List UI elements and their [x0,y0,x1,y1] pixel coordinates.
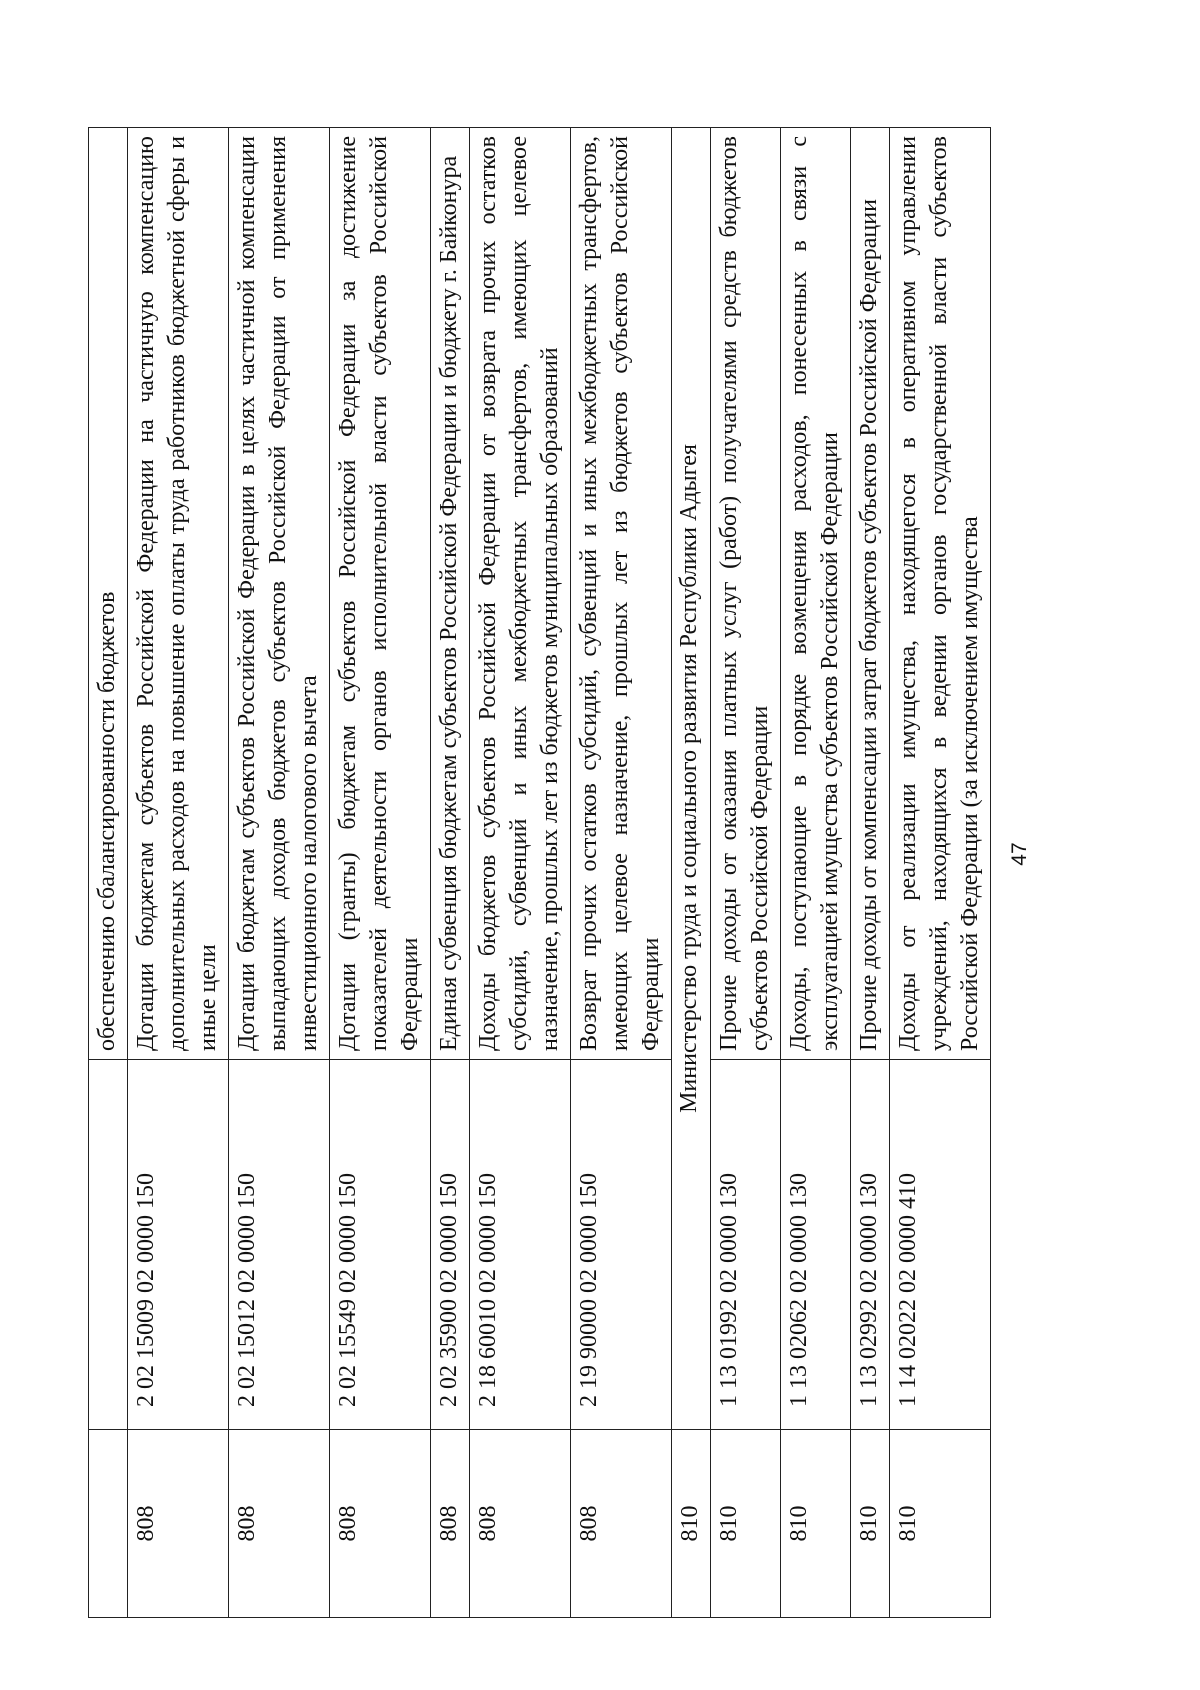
table-row [431,128,470,1618]
table-row [470,128,571,1618]
description-cell: обеспечению сбалансированности бюджетов [89,128,128,1060]
description-cell: Единая субвенция бюджетам субъектов Российской Федерации и бюджету г. Байконура [431,128,470,1060]
kbk-code-cell: 2 02 15549 02 0000 150 [330,1060,431,1430]
admin-code-cell: 810 [781,1430,851,1618]
table-row [89,128,128,1618]
section-title: Министерство труда и социального развития Республики Адыгея [672,128,711,1430]
admin-code-cell: 810 [672,1430,711,1618]
kbk-code-cell: 2 18 60010 02 0000 150 [470,1060,571,1430]
kbk-code-cell: 1 13 02062 02 0000 130 [781,1060,851,1430]
kbk-code-cell: 2 02 35900 02 0000 150 [431,1060,470,1430]
table-row [229,128,330,1618]
description-cell: Дотации бюджетам субъектов Российской Федерации на частичную компенсацию дополнительных расходов на повышение оплаты труда работников бюджетной сферы и иные цели [128,128,229,1060]
admin-code-cell: 808 [470,1430,571,1618]
kbk-code-cell: 2 02 15009 02 0000 150 [128,1060,229,1430]
kbk-code-cell: 1 14 02022 02 0000 410 [890,1060,991,1430]
admin-code-cell: 808 [330,1430,431,1618]
admin-code-cell [89,1430,128,1618]
page-number: 47 [1008,842,1031,866]
description-cell: Доходы от реализации имущества, находящегося в оперативном управлении учреждений, находящихся в ведении органов государственной власти субъектов Российской Федерации (за исключением имущества [890,128,991,1060]
table-row [128,128,229,1618]
admin-code-cell: 810 [851,1430,890,1618]
rotated-page-content [88,128,1078,1618]
admin-code-cell: 808 [128,1430,229,1618]
admin-code-cell: 808 [431,1430,470,1618]
kbk-code-cell: 1 13 01992 02 0000 130 [711,1060,781,1430]
description-cell: Дотации (гранты) бюджетам субъектов Российской Федерации за достижение показателей деятельности органов исполнительной власти субъектов Российской Федерации [330,128,431,1060]
table-row [781,128,851,1618]
admin-code-cell: 808 [571,1430,672,1618]
description-cell: Дотации бюджетам субъектов Российской Федерации в целях частичной компенсации выпадающих доходов бюджетов субъектов Российской Федерации от применения инвестиционного налогового вычета [229,128,330,1060]
admin-code-cell: 808 [229,1430,330,1618]
description-cell: Доходы бюджетов субъектов Российской Федерации от возврата прочих остатков субсидий, субвенций и иных межбюджетных трансфертов, имеющих целевое назначение, прошлых лет из бюджетов муниципальных образований [470,128,571,1060]
admin-code-cell: 810 [711,1430,781,1618]
table-row [851,128,890,1618]
kbk-code-cell: 2 02 15012 02 0000 150 [229,1060,330,1430]
admin-code-cell: 810 [890,1430,991,1618]
description-cell: Доходы, поступающие в порядке возмещения расходов, понесенных в связи с эксплуатацией имущества субъектов Российской Федерации [781,128,851,1060]
description-cell: Прочие доходы от компенсации затрат бюджетов субъектов Российской Федерации [851,128,890,1060]
description-cell: Возврат прочих остатков субсидий, субвенций и иных межбюджетных трансфертов, имеющих целевое назначение, прошлых лет из бюджетов субъектов Российской Федерации [571,128,672,1060]
table-row [711,128,781,1618]
revenue-codes-table [88,127,991,1618]
description-cell: Прочие доходы от оказания платных услуг (работ) получателями средств бюджетов субъектов Российской Федерации [711,128,781,1060]
section-header-row [672,128,711,1618]
kbk-code-cell: 1 13 02992 02 0000 130 [851,1060,890,1430]
kbk-code-cell: 2 19 90000 02 0000 150 [571,1060,672,1430]
table-row [330,128,431,1618]
table-row [890,128,991,1618]
kbk-code-cell [89,1060,128,1430]
table-row [571,128,672,1618]
